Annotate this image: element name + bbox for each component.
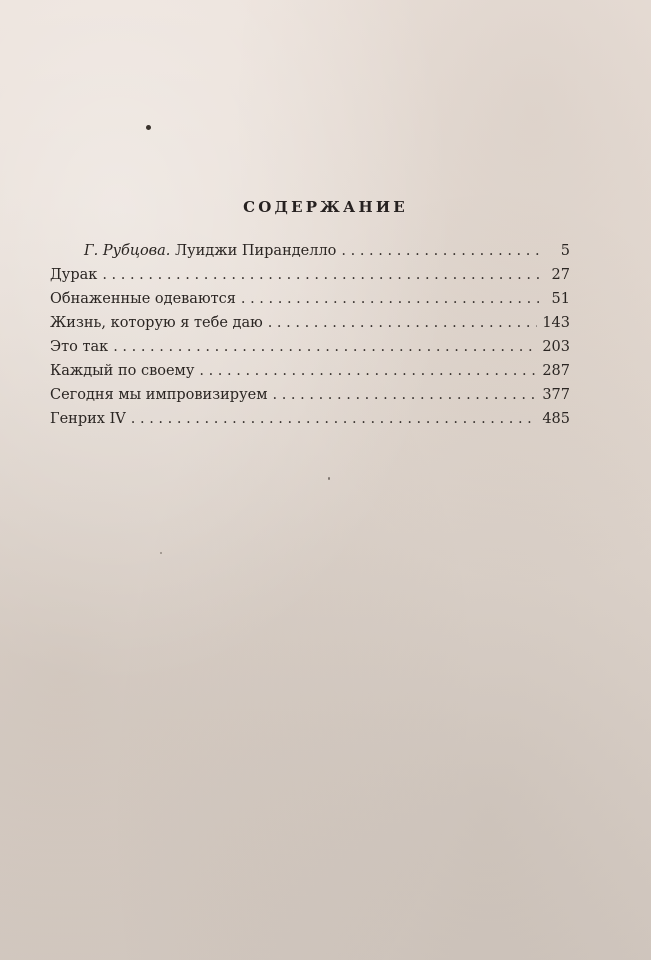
toc-entry	[50, 339, 570, 363]
dot-leader	[199, 363, 537, 379]
toc-title: СОДЕРЖАНИЕ	[243, 198, 408, 216]
dot-leader	[341, 243, 539, 259]
dot-leader	[113, 339, 537, 355]
toc-entry-title: Каждый по своему	[50, 363, 195, 379]
toc-entry-page: 5	[560, 243, 570, 259]
toc-entry-title: Дурак	[50, 267, 98, 283]
toc-entry-title: Это так	[50, 339, 109, 355]
toc-entry-author: Г. Рубцова.	[84, 243, 171, 259]
ink-speck	[160, 552, 162, 554]
toc-entry	[50, 411, 570, 435]
toc-entry-page: 287	[542, 363, 570, 379]
toc-entry	[50, 315, 570, 339]
dot-leader	[268, 315, 538, 331]
toc-entry-title: Обнаженные одеваются	[50, 291, 236, 307]
toc-entry-page: 203	[542, 339, 570, 355]
toc-entry-title: Сегодня мы импровизируем	[50, 387, 268, 403]
toc-entry-title: Луиджи Пиранделло	[175, 243, 337, 259]
toc-entry-title: Жизнь, которую я тебе даю	[50, 315, 263, 331]
toc-entry-page: 377	[542, 387, 570, 403]
toc-entry	[50, 387, 570, 411]
toc-entry-title: Генрих IV	[50, 411, 126, 427]
toc-entry	[50, 291, 570, 315]
toc-entry-label	[84, 243, 336, 259]
toc-entry	[50, 267, 570, 291]
dot-leader	[241, 291, 539, 307]
dot-leader	[102, 267, 539, 283]
toc-entry	[50, 243, 570, 267]
dot-leader	[131, 411, 538, 427]
ink-speck	[146, 125, 151, 130]
table-of-contents	[50, 243, 570, 435]
toc-entry	[50, 363, 570, 387]
toc-entry-page: 27	[551, 267, 570, 283]
toc-entry-page: 485	[542, 411, 570, 427]
toc-entry-page: 143	[542, 315, 570, 331]
ink-speck	[328, 477, 330, 480]
dot-leader	[272, 387, 537, 403]
toc-entry-page: 51	[551, 291, 570, 307]
